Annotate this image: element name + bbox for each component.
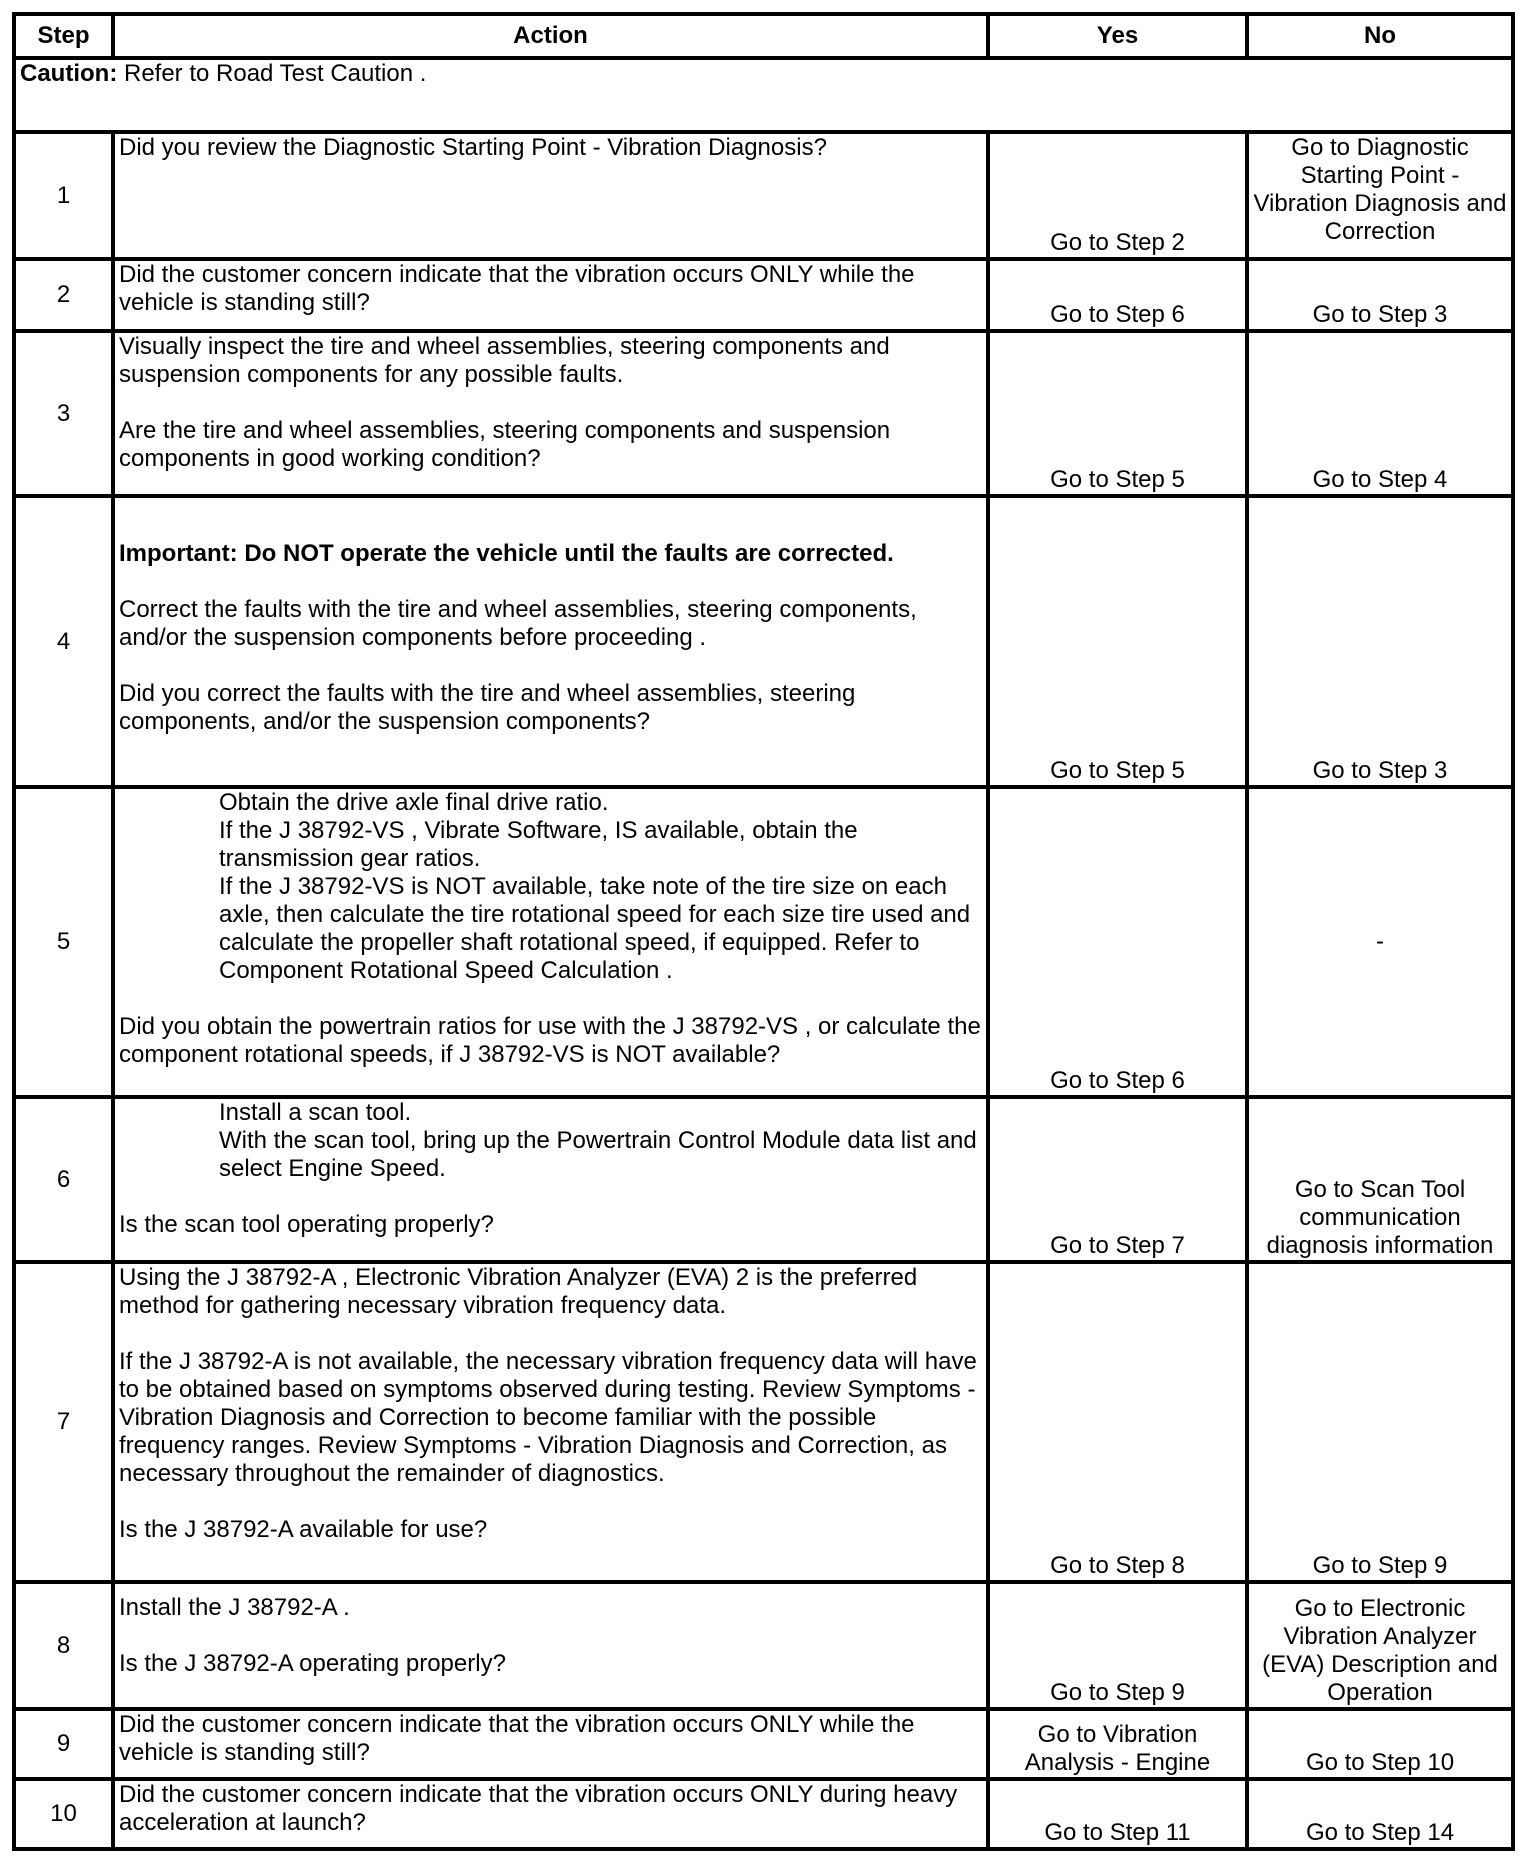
action-substep: If the J 38792-VS is NOT available, take note of the tire size on each axle, then calculate the tire rotational speed for each size tire used and calculate the propeller shaft rotational speed, if equipped. Refer to Component Rotational Speed Calculation . [219,873,971,984]
table-row [14,496,1513,787]
step-number: 2 [14,259,113,331]
action-question: Is the scan tool operating properly? [119,1211,494,1238]
action-cell [113,787,988,1097]
action-cell [113,1582,988,1709]
header-action: Action [113,14,988,58]
action-cell [113,1709,988,1779]
yes-result: Go to Step 5 [988,496,1247,787]
table-row [14,1097,1513,1262]
action-question: Did the customer concern indicate that the vibration occurs ONLY while the vehicle is standing still? [119,1711,915,1766]
caution-text: Refer to Road Test Caution . [117,60,427,87]
step-number: 7 [14,1262,113,1582]
action-question: Is the J 38792-A available for use? [119,1516,488,1543]
step-number: 3 [14,331,113,496]
caution-label: Caution: [20,60,118,87]
action-substep: With the scan tool, bring up the Powertrain Control Module data list and select Engine Speed. [219,1127,977,1182]
yes-result: Go to Step 6 [988,259,1247,331]
action-question: Did you obtain the powertrain ratios for use with the J 38792-VS , or calculate the component rotational speeds, if J 38792-VS is NOT available? [119,1013,981,1068]
step-number: 9 [14,1709,113,1779]
no-result: Go to Step 4 [1247,331,1513,496]
yes-result: Go to Step 9 [988,1582,1247,1709]
yes-result: Go to Step 5 [988,331,1247,496]
step-number: 8 [14,1582,113,1709]
action-substep: Obtain the drive axle final drive ratio. [219,789,609,816]
header-no: No [1247,14,1513,58]
yes-result: Go to Step 6 [988,787,1247,1097]
action-cell [113,132,988,259]
table-row [14,1779,1513,1849]
step-number: 4 [14,496,113,787]
action-instruction: Correct the faults with the tire and wheel assemblies, steering components, and/or the suspension components before proceeding . [119,596,917,651]
step-number: 5 [14,787,113,1097]
action-question: Did the customer concern indicate that the vibration occurs ONLY while the vehicle is standing still? [119,261,915,316]
no-result: Go to Step 3 [1247,259,1513,331]
no-result: Go to Diagnostic Starting Point - Vibration Diagnosis and Correction [1247,132,1513,259]
table-row [14,1582,1513,1709]
header-row [14,14,1513,58]
action-cell [113,331,988,496]
table-row [14,331,1513,496]
yes-result: Go to Step 11 [988,1779,1247,1849]
action-cell [113,1097,988,1262]
action-question: Is the J 38792-A operating properly? [119,1650,506,1677]
action-paragraph: If the J 38792-A is not available, the necessary vibration frequency data will have to be obtained based on symptoms observed during testing. Review Symptoms - Vibration Diagnosis and Correction to become familiar with the possible frequency ranges. Review Symptoms - Vibration Diagnosis and Correction, as necessary throughout the remainder of diagnostics. [119,1348,977,1487]
action-substep: Install a scan tool. [219,1099,412,1126]
important-note: Important: Do NOT operate the vehicle until the faults are corrected. [119,540,894,567]
action-cell [113,1779,988,1849]
action-question: Did you correct the faults with the tire and wheel assemblies, steering components, and/or the suspension components? [119,680,856,735]
table-row [14,1262,1513,1582]
action-paragraph: Using the J 38792-A , Electronic Vibration Analyzer (EVA) 2 is the preferred method for gathering necessary vibration frequency data. [119,1264,918,1319]
step-number: 10 [14,1779,113,1849]
action-substep: If the J 38792-VS , Vibrate Software, IS available, obtain the transmission gear ratios. [219,817,858,872]
table-row [14,259,1513,331]
no-result: Go to Scan Tool communication diagnosis information [1247,1097,1513,1262]
yes-result: Go to Step 7 [988,1097,1247,1262]
yes-result: Go to Step 2 [988,132,1247,259]
no-result: Go to Step 10 [1247,1709,1513,1779]
header-step: Step [14,14,113,58]
table-row [14,132,1513,259]
header-yes: Yes [988,14,1247,58]
action-cell [113,496,988,787]
step-number: 6 [14,1097,113,1262]
table-row [14,787,1513,1097]
diagnostic-table [12,12,1515,1851]
no-result: Go to Electronic Vibration Analyzer (EVA) Description and Operation [1247,1582,1513,1709]
no-result: - [1247,787,1513,1097]
no-result: Go to Step 3 [1247,496,1513,787]
action-instruction: Visually inspect the tire and wheel assemblies, steering components and suspension components for any possible faults. [119,333,890,388]
caution-cell [14,58,1513,132]
caution-row [14,58,1513,132]
action-question: Did you review the Diagnostic Starting Point - Vibration Diagnosis? [119,134,827,161]
action-question: Did the customer concern indicate that the vibration occurs ONLY during heavy acceleration at launch? [119,1781,958,1836]
step-number: 1 [14,132,113,259]
yes-result: Go to Vibration Analysis - Engine [988,1709,1247,1779]
table-row [14,1709,1513,1779]
action-question: Are the tire and wheel assemblies, steering components and suspension components in good working condition? [119,417,891,472]
no-result: Go to Step 14 [1247,1779,1513,1849]
action-cell [113,1262,988,1582]
yes-result: Go to Step 8 [988,1262,1247,1582]
no-result: Go to Step 9 [1247,1262,1513,1582]
action-instruction: Install the J 38792-A . [119,1594,350,1621]
action-cell [113,259,988,331]
